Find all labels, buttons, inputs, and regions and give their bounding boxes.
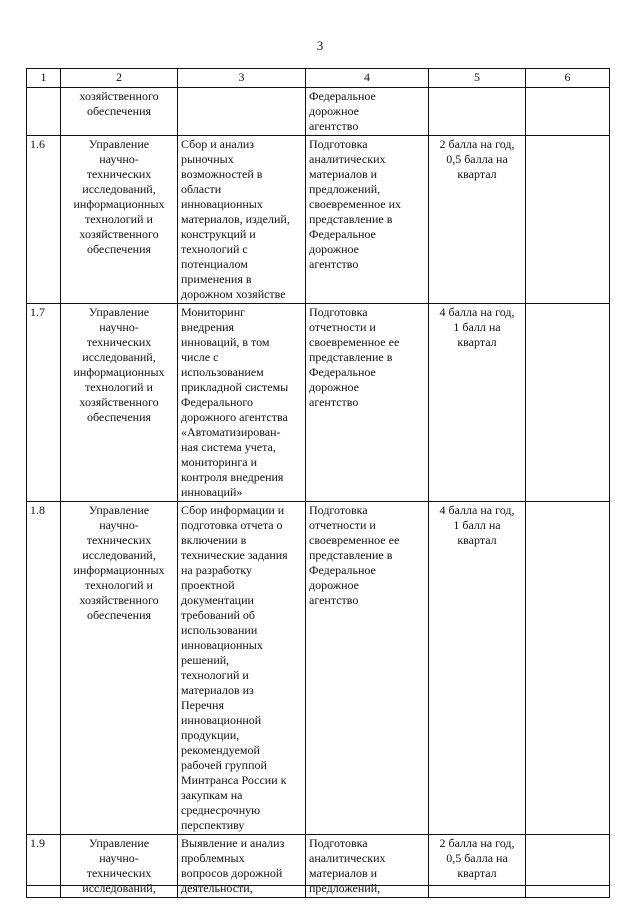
page-number: 3 <box>316 38 324 53</box>
row-number: 1.7 <box>27 304 61 502</box>
activity: Мониторинг внедрения инноваций, в том числе с использованием прикладной системы Федерального дорожного агентства «Автоматизирован- ная система учета, мониторинга и контроля внедрения инноваций» <box>178 304 306 502</box>
column-header-1: 1 <box>27 69 61 88</box>
expected-result: Подготовка отчетности и своевременное ее представление в Федеральное дорожное агентство <box>306 502 429 835</box>
activity: Сбор информации и подготовка отчета о включении в технические задания на разработку проектной документации требований об использовании инновационных решений, технологий и материалов из Перечня инновационной продукции, рекомендуемой рабочей группой Минтранса России к закупкам на среднесрочную перспективу <box>178 502 306 835</box>
score: 4 балла на год, 1 балл на квартал <box>429 502 526 835</box>
responsible-department: Управление научно- технических исследований, информационных технологий и хозяйственного обеспечения <box>61 136 178 304</box>
responsible-department: Управление научно- технических исследований, информационных технологий и хозяйственного обеспечения <box>61 502 178 835</box>
activity: Сбор и анализ рыночных возможностей в области инновационных материалов, изделий, конструкций и технологий с потенциалом применения в дорожном хозяйстве <box>178 136 306 304</box>
column-header-3: 3 <box>178 69 306 88</box>
row-number: 1.8 <box>27 502 61 835</box>
row-number: 1.6 <box>27 136 61 304</box>
table-header-row <box>27 69 610 88</box>
note <box>526 88 610 136</box>
note <box>526 502 610 835</box>
expected-result: Федеральное дорожное агентство <box>306 88 429 136</box>
activity: Выявление и анализ проблемных вопросов дорожной деятельности, <box>178 835 306 898</box>
row-number: 1.9 <box>27 835 61 898</box>
expected-result: Подготовка аналитических материалов и предложений, <box>306 835 429 898</box>
column-header-6: 6 <box>526 69 610 88</box>
note <box>526 835 610 898</box>
activity <box>178 88 306 136</box>
document-table <box>26 68 610 898</box>
column-header-2: 2 <box>61 69 178 88</box>
responsible-department: Управление научно- технических исследований, информационных технологий и хозяйственного обеспечения <box>61 304 178 502</box>
table-row <box>27 304 610 502</box>
page-bottom-rule <box>26 885 609 886</box>
responsible-department: хозяйственного обеспечения <box>61 88 178 136</box>
table-row <box>27 136 610 304</box>
note <box>526 136 610 304</box>
score: 2 балла на год, 0,5 балла на квартал <box>429 835 526 898</box>
column-header-5: 5 <box>429 69 526 88</box>
score: 2 балла на год, 0,5 балла на квартал <box>429 136 526 304</box>
note <box>526 304 610 502</box>
row-number <box>27 88 61 136</box>
score <box>429 88 526 136</box>
score: 4 балла на год, 1 балл на квартал <box>429 304 526 502</box>
table-row <box>27 502 610 835</box>
expected-result: Подготовка аналитических материалов и предложений, своевременное их представление в Федеральное дорожное агентство <box>306 136 429 304</box>
table-row <box>27 835 610 898</box>
column-header-4: 4 <box>306 69 429 88</box>
table-row <box>27 88 610 136</box>
responsible-department: Управление научно- технических исследований, <box>61 835 178 898</box>
expected-result: Подготовка отчетности и своевременное ее представление в Федеральное дорожное агентство <box>306 304 429 502</box>
